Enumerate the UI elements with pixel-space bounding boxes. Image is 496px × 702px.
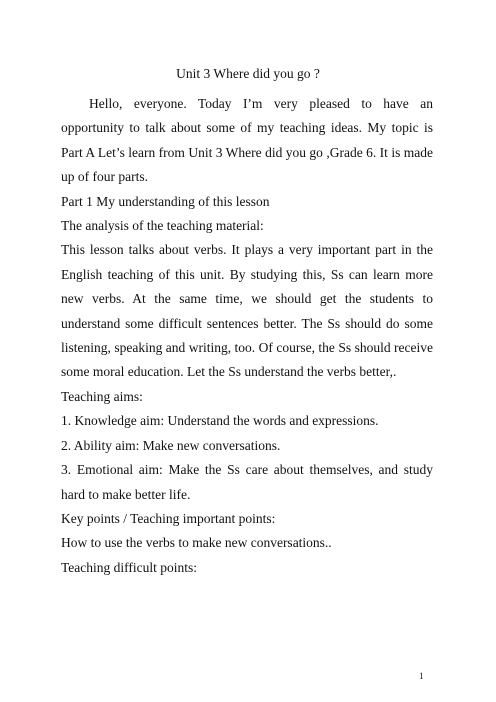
page-number: 1 — [419, 671, 424, 681]
subheading-difficult-points: Teaching difficult points: — [61, 559, 198, 575]
aim-emotional: 3. Emotional aim: Make the Ss care about themselves, and study hard to make better life. — [61, 462, 433, 502]
section-heading-part1: Part 1 My understanding of this lesson — [61, 193, 270, 209]
subheading-key-points: Key points / Teaching important points: — [61, 510, 276, 526]
subheading-teaching-aims: Teaching aims: — [61, 388, 143, 404]
document-body — [61, 92, 433, 580]
document-title: Unit 3 Where did you go ? — [176, 66, 320, 81]
analysis-paragraph: This lesson talks about verbs. It plays a very important part in the English teaching of this unit. By studying this, Ss can learn more new verbs. At the same time, we should get the students to understand some difficult sentences better. The Ss should do some listening, speaking and writing, too. Of course, the Ss should receive some moral education. Let the Ss understand the verbs better,. — [61, 242, 433, 380]
aim-ability: 2. Ability aim: Make new conversations. — [61, 437, 281, 453]
aim-knowledge: 1. Knowledge aim: Understand the words and expressions. — [61, 413, 379, 429]
subheading-analysis: The analysis of the teaching material: — [61, 218, 264, 234]
key-points-text: How to use the verbs to make new conversations.. — [61, 535, 332, 551]
intro-paragraph: Hello, everyone. Today I’m very pleased to have an opportunity to talk about some of my teaching ideas. My topic is Part A Let’s learn from Unit 3 Where did you go ,Grade 6. It is made up of four parts. — [61, 96, 433, 185]
